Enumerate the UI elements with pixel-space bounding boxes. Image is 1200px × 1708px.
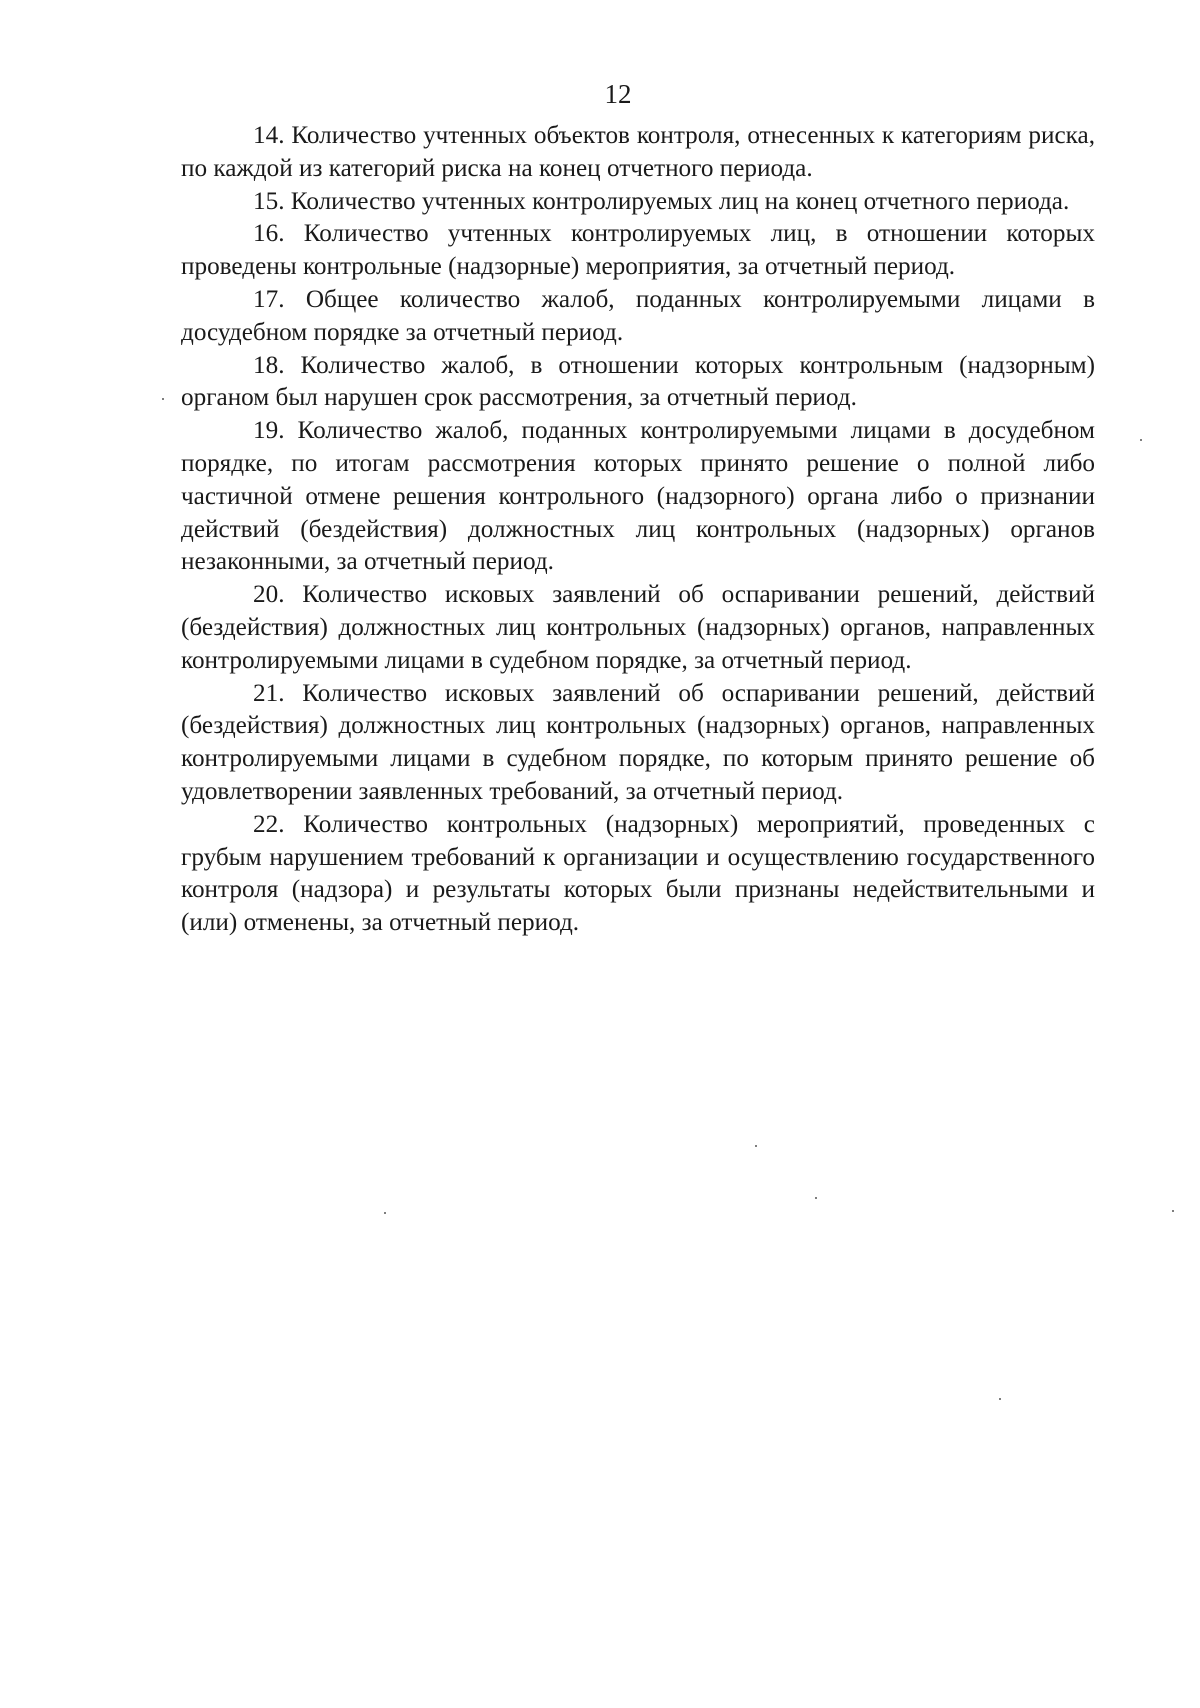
scan-speck: [1172, 1210, 1174, 1212]
scan-speck: [1140, 439, 1142, 441]
paragraph-22: 22. Количество контрольных (надзорных) мероприятий, проведенных с грубым нарушением требований к организации и осуществлению государственного контроля (надзора) и результаты которых были признаны недействительными и (или) отменены, за отчетный период.: [181, 810, 1095, 937]
scan-speck: [162, 398, 164, 400]
paragraph-16: 16. Количество учтенных контролируемых лиц, в отношении которых проведены контрольные (надзорные) мероприятия, за отчетный период.: [181, 220, 1095, 281]
paragraph-20: 20. Количество исковых заявлений об оспаривании решений, действий (бездействия) должностных лиц контрольных (надзорных) органов, направленных контролируемыми лицами в судебном порядке, за отчетный период.: [181, 581, 1095, 674]
paragraph-19: 19. Количество жалоб, поданных контролируемыми лицами в досудебном порядке, по итогам рассмотрения которых принято решение о полной либо частичной отмене решения контрольного (надзорного) органа либо о признании действий (бездействия) должностных лиц контрольных (надзорных) органов незаконными, за отчетный период.: [181, 417, 1095, 576]
paragraph-15: 15. Количество учтенных контролируемых лиц на конец отчетного периода.: [253, 187, 1070, 215]
scan-speck: [815, 1197, 817, 1199]
document-body: [181, 120, 1095, 940]
paragraph-21: 21. Количество исковых заявлений об оспаривании решений, действий (бездействия) должностных лиц контрольных (надзорных) органов, направленных контролируемыми лицами в судебном порядке, по которым принято решение об удовлетворении заявленных требований, за отчетный период.: [181, 679, 1095, 805]
scan-speck: [999, 1398, 1001, 1400]
page-number: 12: [604, 79, 632, 109]
paragraph-18: 18. Количество жалоб, в отношении которых контрольным (надзорным) органом был нарушен срок рассмотрения, за отчетный период.: [181, 351, 1095, 412]
paragraph-17: 17. Общее количество жалоб, поданных контролируемыми лицами в досудебном порядке за отчетный период.: [181, 285, 1095, 346]
scan-speck: [384, 1212, 386, 1214]
paragraph-14: 14. Количество учтенных объектов контроля, отнесенных к категориям риска, по каждой из категорий риска на конец отчетного периода.: [181, 122, 1095, 182]
scan-speck: [755, 1145, 757, 1147]
